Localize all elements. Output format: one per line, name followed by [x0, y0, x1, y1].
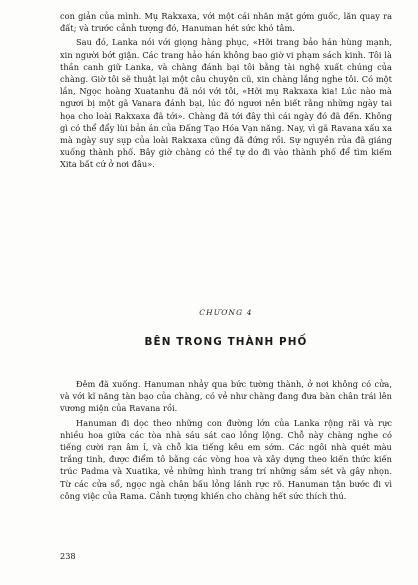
- paragraph-continuation: con giản của mình. Mụ Rakxaxa, với một cái nhăn mặt gớm guốc, lăn quay ra đất; và trước cảnh tượng đó, Hanuman hét sức khó tâm.: [60, 11, 392, 34]
- chapter-title: BÊN TRONG THÀNH PHỐ: [144, 336, 308, 348]
- page-number: 238: [60, 551, 76, 561]
- top-text-block: [60, 10, 392, 171]
- paragraph-night-falls: Đêm đã xuống. Hanuman nhảy qua bức tường thành, ở nơi không có cửa, và với kĩ năng tàn bạo của chàng, có vẻ như chàng đang đưa bàn chân trái lên vương miện của Ravana rồi.: [60, 379, 392, 414]
- chapter-label: CHƯƠNG 4: [199, 308, 253, 317]
- paragraph-lanka-speech: Sau đó, Lanka nói với giọng hàng phục, «Hỡi trang bảo hán hùng mạnh, xin người bớt giận. Các trang hảo hán không bao giờ vi phạm sách kinh. Tôi là thần canh giữ Lanka, và chàng đánh bại tôi bằng tài nghệ xuất chúng của chàng. Giờ tôi sẽ thuật lại một câu chuyện cũ, xin chàng lắng nghe tôi. Có một lần, Ngọc hoàng Xuatanhu đã nói với tôi, «Hỡi mụ Rakxaxa kia! Lúc nào mà ngươi bị một gã Vanara đánh bại, lúc đó ngươi nên biết rằng những ngày tai họa cho loài Rakxaxa đã tới». Chàng đã tới đây thì cái ngày đó đã đến. Không gì có thể đẩy lùi bản án của Đấng Tạo Hóa Vạn năng. Nay, vì gã Ravana xấu xa mà ngày suy sụp của loài Rakxaxa cũng đã đứng rồi. Sự nguyền rủa đã giáng xuống thành phố. Bây giờ chàng có thể tự do đi vào thành phố để tìm kiếm Xita bất cứ ở nơi đâu».: [60, 37, 392, 170]
- bottom-text-block: [60, 378, 392, 502]
- paragraph-city-streets: Hanuman đi dọc theo những con đường lớn của Lanka rộng rãi và rực nhiều hoa giữa các tòa nhà sáu sát cao lồng lộng. Chỗ này chàng nghe có tiếng cười rạn âm ỉ, và chỗ kia tiếng kêu em sớm. Các ngôi nhà quét màu trắng tinh, được điểm tô bằng các vòng hoa và xây dựng theo kiến thức kiến trúc Padma và Xuatika, vẻ những hình trang trí những sắm sét và gây nhọn. Từ các cửa sổ, ngọc ngà chân bấu lỏng lánh rực rõ. Hanuman tận bước đi vì công việc của Rama. Cảnh tượng khiến cho chàng hết sức thích thú.: [60, 417, 392, 501]
